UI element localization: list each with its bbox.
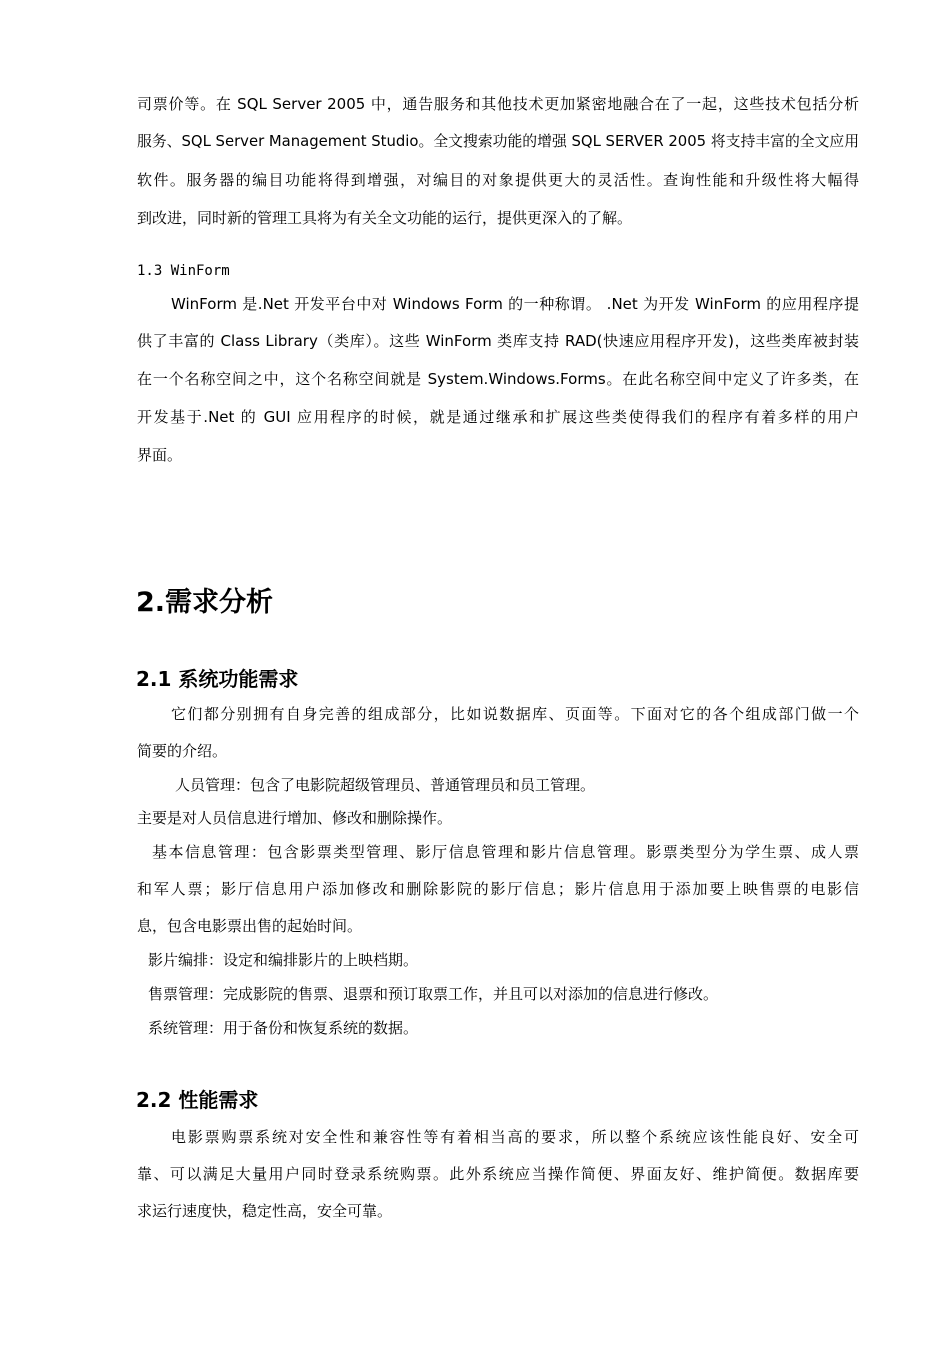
section-2-1-line-8: 影片编排：设定和编排影片的上映档期。 — [148, 951, 419, 969]
chapter-2-heading: 2.需求分析 — [136, 587, 274, 618]
section-1-3-line-4: 开发基于.Net 的 GUI 应用程序的时候，就是通过继承和扩展这些类使得我们的程序有着多样的用户 — [137, 408, 859, 426]
section-2-2-line-1: 电影票购票系统对安全性和兼容性等有着相当高的要求，所以整个系统应该性能良好、安全可 — [171, 1128, 859, 1146]
intro-line-2: 服务、SQL Server Management Studio。全文搜索功能的增强 SQL SERVER 2005 将支持丰富的全文应用 — [137, 133, 860, 150]
section-2-1-line-2: 简要的介绍。 — [137, 742, 228, 760]
section-2-2-line-2: 靠、可以满足大量用户同时登录系统购票。此外系统应当操作简便、界面友好、维护简便。数据库要 — [137, 1165, 859, 1183]
section-2-2-heading: 2.2 性能需求 — [136, 1088, 259, 1112]
section-2-1-line-1: 它们都分别拥有自身完善的组成部分，比如说数据库、页面等。下面对它的各个组成部门做一个 — [171, 705, 859, 723]
section-1-3-line-2: 供了丰富的 Class Library（类库）。这些 WinForm 类库支持 RAD(快速应用程序开发)，这些类库被封装 — [137, 332, 859, 350]
intro-line-3: 软件。服务器的编目功能将得到增强，对编目的对象提供更大的灵活性。查询性能和升级性将大幅得 — [137, 171, 859, 189]
section-1-3-line-3: 在一个名称空间之中，这个名称空间就是 System.Windows.Forms。在此名称空间中定义了许多类，在 — [137, 370, 859, 388]
intro-line-4: 到改进，同时新的管理工具将为有关全文功能的运行，提供更深入的了解。 — [137, 209, 633, 227]
section-2-1-line-9: 售票管理：完成影院的售票、退票和预订取票工作，并且可以对添加的信息进行修改。 — [148, 985, 719, 1003]
section-1-3-heading: 1.3 WinForm — [137, 263, 230, 279]
section-2-1-heading: 2.1 系统功能需求 — [136, 667, 299, 691]
section-2-1-line-7: 息，包含电影票出售的起始时间。 — [137, 917, 363, 935]
section-1-3-line-1: WinForm 是.Net 开发平台中对 Windows Form 的一种称谓。 .Net 为开发 WinForm 的应用程序提 — [171, 295, 859, 313]
section-2-1-line-4: 主要是对人员信息进行增加、修改和删除操作。 — [137, 809, 453, 827]
section-2-2-line-3: 求运行速度快，稳定性高，安全可靠。 — [137, 1202, 393, 1220]
section-2-1-line-3: 人员管理：包含了电影院超级管理员、普通管理员和员工管理。 — [175, 776, 596, 794]
section-1-3-line-5: 界面。 — [137, 446, 183, 464]
section-2-1-line-5: 基本信息管理：包含影票类型管理、影厅信息管理和影片信息管理。影票类型分为学生票、成人票 — [152, 843, 859, 861]
intro-line-1: 司票价等。在 SQL Server 2005 中，通告服务和其他技术更加紧密地融合在了一起，这些技术包括分析 — [137, 95, 859, 113]
section-2-1-line-10: 系统管理：用于备份和恢复系统的数据。 — [148, 1019, 419, 1037]
section-2-1-line-6: 和军人票；影厅信息用户添加修改和删除影院的影厅信息；影片信息用于添加要上映售票的电影信 — [137, 880, 859, 898]
